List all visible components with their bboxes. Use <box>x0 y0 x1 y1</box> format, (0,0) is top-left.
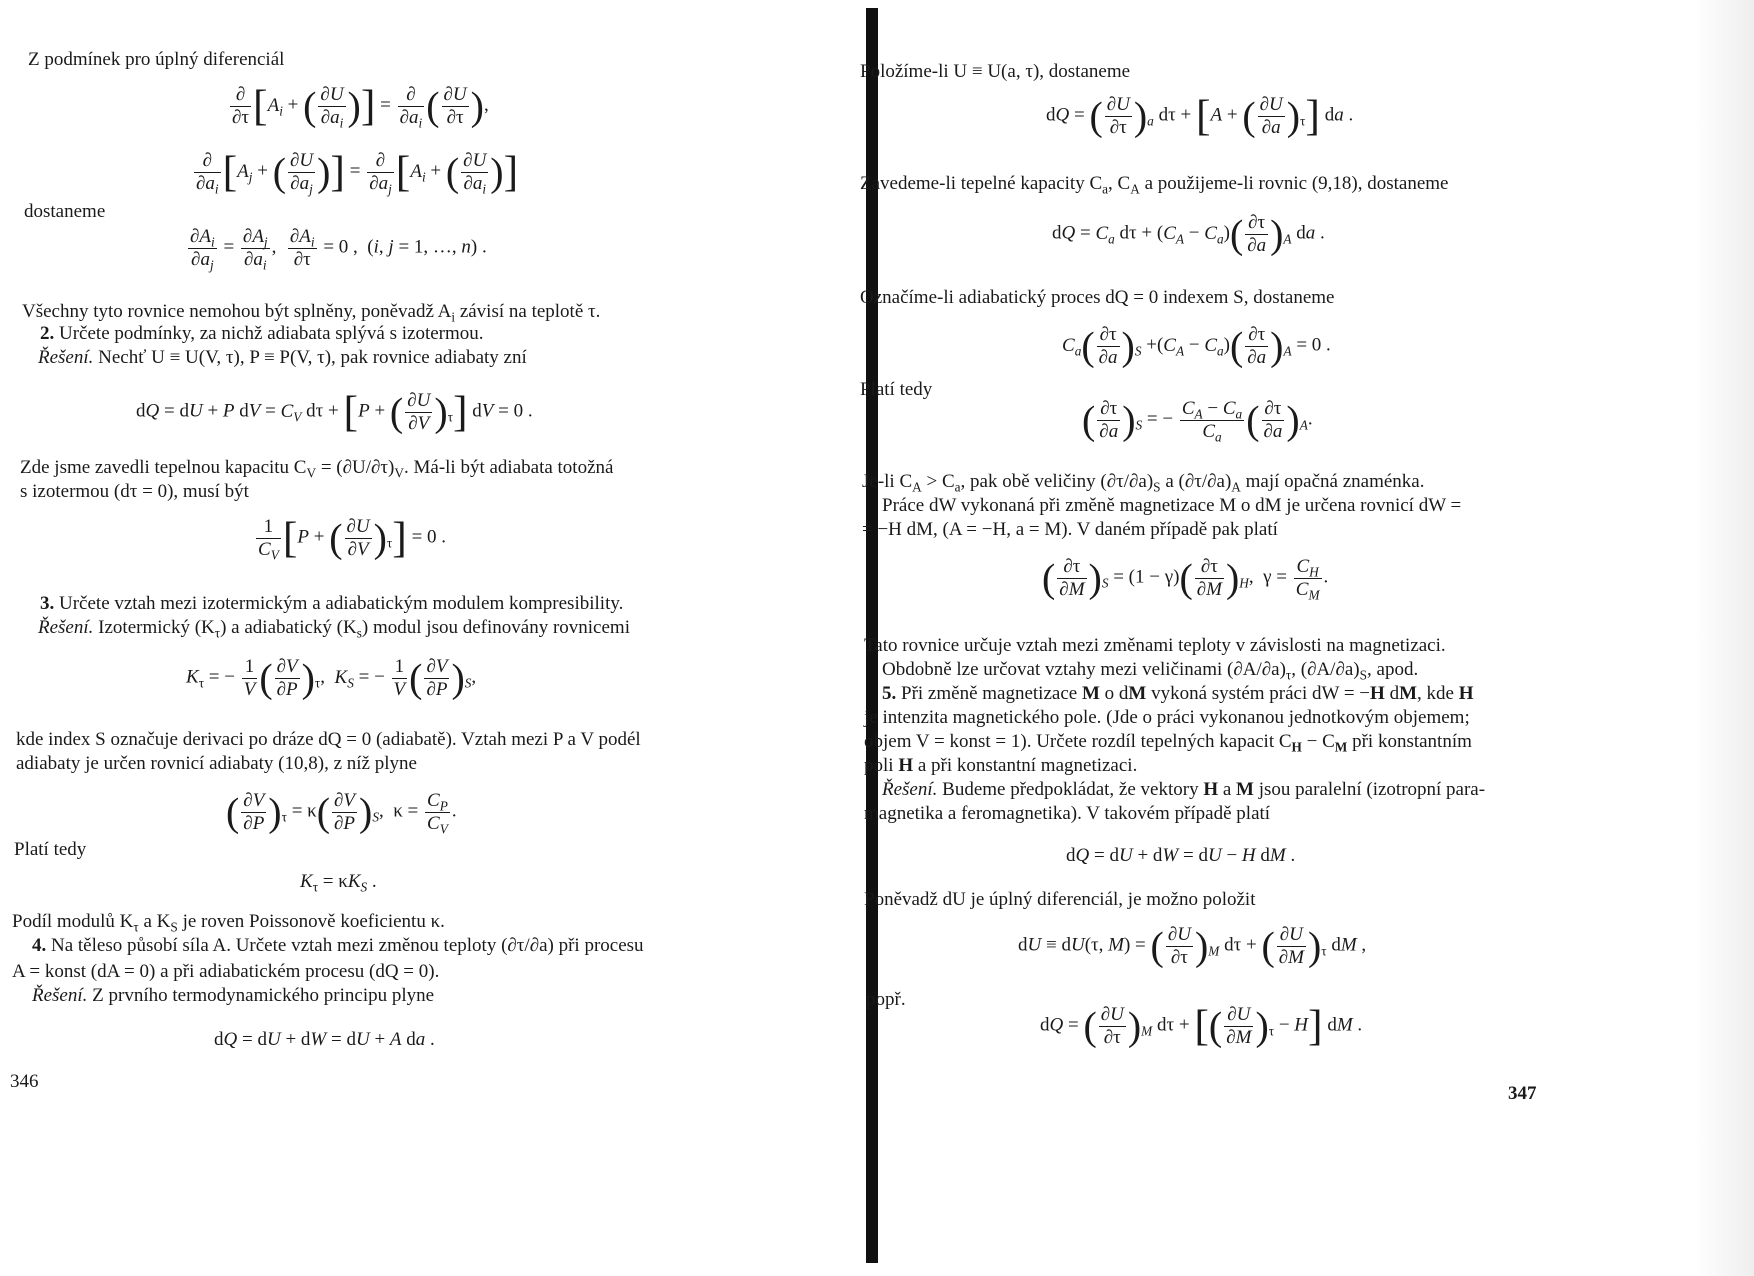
page-number-right: 347 <box>1508 1083 1537 1104</box>
equation-k-tau: $K_\tau = \kappa K_S$ . <box>300 871 377 895</box>
text-jeli: Je-li $C_A > C_a$, pak obě veličiny $(\partial\tau/\partial a)_S$ a $(\partial\tau/\partial a)_A$ mají opačná znaménka. <box>862 471 1425 495</box>
equation-derivative-symmetry: $\frac{\partial A_i}{\partial a_j}$ = $\frac{\partial A_j}{\partial a_i}$ , $\frac{\partial A_i}{\partial\tau}$ = 0 , (i, j = 1, …, n) . <box>190 226 487 273</box>
equation-isotherm-condition: $\frac{1}{C_V}$ [P + ( $\frac{\partial U}{\partial V}$ )$_\tau] = 0$ . <box>258 513 447 563</box>
text-podil: Podíl modulů $K_\tau$ a $K_S$ je roven Poissonově koeficientu κ. <box>12 911 445 935</box>
text-prace-2: = −H dM, (A = −H, a = M). V daném případě pak platí <box>862 519 1278 540</box>
text-ponevadz: Poněvadž dU je úplný diferenciál, je možno položit <box>864 889 1256 910</box>
label-plati-tedy: Platí tedy <box>14 839 87 860</box>
problem-4-number: 4. <box>32 935 47 956</box>
text-oznacime: Označíme-li adiabatický proces dQ = 0 indexem S, dostaneme <box>860 287 1335 308</box>
problem-3-text: Určete vztah mezi izotermickým a adiabatickým modulem kompresibility. <box>59 593 624 614</box>
solution-label: Řešení. <box>38 347 94 368</box>
solution-3-text: Izotermický $(K_\tau)$ a adiabatický $(K_s)$ modul jsou definovány rovnicemi <box>98 617 630 641</box>
text-tato: Tato rovnice určuje vztah mezi změnami teploty v závislosti na magnetizaci. <box>864 635 1446 656</box>
equation-magnetization-temperature: ( $\frac{\partial\tau}{\partial M}$ )$_S = (1 - \gamma)$( $\frac{\partial\tau}{\partial M}$ )$_H$, γ = $\frac{C_H}{C_M}$ . <box>1042 555 1329 603</box>
equation-dq-final: dQ = ( $\frac{\partial U}{\partial\tau}$ )$_M$ dτ + [( $\frac{\partial U}{\partial M}$ )$_\tau - H$] dM . <box>1040 1001 1363 1050</box>
solution-5 <box>882 778 1485 802</box>
problem-5-number: 5. <box>882 683 897 704</box>
label-plati-tedy-right: Platí tedy <box>860 379 933 400</box>
problem-4-text-2: A = konst (dA = 0) a při adiabatickém procesu (dQ = 0). <box>12 961 440 982</box>
solution-4 <box>32 984 434 1008</box>
equation-dq-tau-a: dQ = ( $\frac{\partial U}{\partial\tau}$ )$_a$ dτ + [A + ( $\frac{\partial U}{\partial a}$ )$_\tau$] da . <box>1046 91 1354 140</box>
text-zde-1: Zde jsme zavedli tepelnou kapacitu $C_V = (\partial U/\partial\tau)_V$. Má-li být adiabata totožná <box>20 457 614 481</box>
equation-total-differential-1: $\frac{\partial}{\partial\tau}$ [$A_i$ + ( $\frac{\partial U}{\partial a_i}$ )] = $\frac{\partial}{\partial a_i}$ ( $\frac{\partial U}{\partial\tau}$ ), <box>232 81 489 131</box>
solution-label: Řešení. <box>38 617 94 638</box>
problem-5-text-4: poli H a při konstantní magnetizaci. <box>864 755 1138 776</box>
problem-2-text: Určete podmínky, za nichž adiabata splývá s izotermou. <box>59 323 484 344</box>
text-polozime: Položíme-li U ≡ U(a, τ), dostaneme <box>860 61 1131 82</box>
text-zavedeme: Zavedeme-li tepelné kapacity $C_a$, $C_A$ a použijeme-li rovnic (9,18), dostaneme <box>860 173 1449 197</box>
solution-3 <box>38 616 630 640</box>
solution-5-text-1: Budeme předpokládat, že vektory H a M jsou paralelní (izotropní para- <box>942 779 1486 800</box>
problem-5-text-1: Při změně magnetizace M o dM vykoná systém práci dW = −H dM, kde H <box>901 683 1474 704</box>
solution-4-text: Z prvního termodynamického principu plyne <box>92 985 435 1006</box>
solution-label: Řešení. <box>882 779 938 800</box>
problem-2-number: 2. <box>40 323 55 344</box>
equation-adiabatic-zero: $C_a$( $\frac{\partial\tau}{\partial a}$ )$_S +(C_A - C_a)$( $\frac{\partial\tau}{\partial a}$ )$_A = 0$ . <box>1062 323 1331 369</box>
problem-4-text: Na těleso působí síla A. Určete vztah mezi změnou teploty (∂τ/∂a) při procesu <box>51 935 644 956</box>
equation-du-tau-m: dU ≡ dU(τ, M) = ( $\frac{\partial U}{\partial\tau}$ )$_M$ dτ + ( $\frac{\partial U}{\partial M}$ )$_\tau$ dM , <box>1018 923 1367 969</box>
problem-5-text-2: je intenzita magnetického pole. (Jde o práci vykonanou jednotkovým objemem; <box>864 707 1470 728</box>
equation-total-differential-2: $\frac{\partial}{\partial a_i}$ [$A_j$ + ( $\frac{\partial U}{\partial a_j}$ )] = $\frac{\partial}{\partial a_j}$ [$A_i$ + ( $\frac{\partial U}{\partial a_i}$ )] <box>196 147 519 197</box>
equation-dq-magnetic: dQ = dU + dW = dU − H dM . <box>1066 845 1296 866</box>
problem-3-number: 3. <box>40 593 55 614</box>
text-kde-1: kde index S označuje derivaci po dráze dQ = 0 (adiabatě). Vztah mezi P a V podél <box>16 729 641 750</box>
equation-compressibility-moduli: $K_\tau$ = − $\frac{1}{V}$ ( $\frac{\partial V}{\partial P}$ )$_\tau$, $K_S$ = − $\frac{1}{V}$ ( $\frac{\partial V}{\partial P}$ )$_S$, <box>186 655 477 701</box>
text-prace-1: Práce dW vykonaná při změně magnetizace M o dM je určena rovnicí dW = <box>882 495 1462 516</box>
text-obdobne: Obdobně lze určovat vztahy mezi veličinami $(\partial A/\partial a)_\tau$, $(\partial A/\partial a)_S$, apod. <box>882 659 1419 683</box>
equation-tau-ratio: ( $\frac{\partial\tau}{\partial a}$ )$_S$ = − $\frac{C_A - C_a}{C_a}$ ( $\frac{\partial\tau}{\partial a}$ )$_A$. <box>1082 397 1313 445</box>
solution-2-text: Nechť U ≡ U(V, τ), P ≡ P(V, τ), pak rovnice adiabaty zní <box>98 347 527 368</box>
solution-5-text-2: magnetika a feromagnetika). V takovém případě platí <box>864 803 1271 824</box>
right-page <box>860 0 1754 1276</box>
label-popr: popř. <box>866 989 906 1010</box>
equation-kappa-relation: ( $\frac{\partial V}{\partial P}$ )$_\tau = \kappa$( $\frac{\partial V}{\partial P}$ )$_S$, κ = $\frac{C_P}{C_V}$ . <box>226 789 457 837</box>
equation-first-principle: dQ = dU + dW = dU + A da . <box>214 1029 435 1050</box>
solution-2 <box>38 346 527 370</box>
problem-2 <box>40 322 484 346</box>
problem-3 <box>40 592 623 616</box>
text-kde-2: adiabaty je určen rovnicí adiabaty (10,8), z níž plyne <box>16 753 417 774</box>
equation-dq-heat-capacities: dQ = $C_a$ $d\tau + (C_A - C_a)$( $\frac{\partial\tau}{\partial a}$ )$_A$ da . <box>1052 211 1325 257</box>
text-vsechny: Všechny tyto rovnice nemohou být splněny, poněvadž $A_i$ závisí na teplotě τ. <box>22 301 601 325</box>
equation-adiabat: dQ = dU + P dV = $C_V$ dτ + [P + ( $\frac{\partial U}{\partial V}$ )$_\tau$] dV = 0 . <box>136 387 533 436</box>
problem-4 <box>32 934 644 958</box>
label-dostaneme: dostaneme <box>24 201 106 222</box>
problem-5-text-3: objem V = konst = 1). Určete rozdíl tepelných kapacit $C_H - C_M$ při konstantním <box>864 731 1472 755</box>
solution-label: Řešení. <box>32 985 88 1006</box>
intro-text: Z podmínek pro úplný diferenciál <box>28 49 285 70</box>
left-page <box>0 0 860 1276</box>
page-number-left: 346 <box>10 1071 39 1092</box>
problem-5 <box>882 682 1473 706</box>
text-zde-2: s izotermou (dτ = 0), musí být <box>20 481 249 502</box>
